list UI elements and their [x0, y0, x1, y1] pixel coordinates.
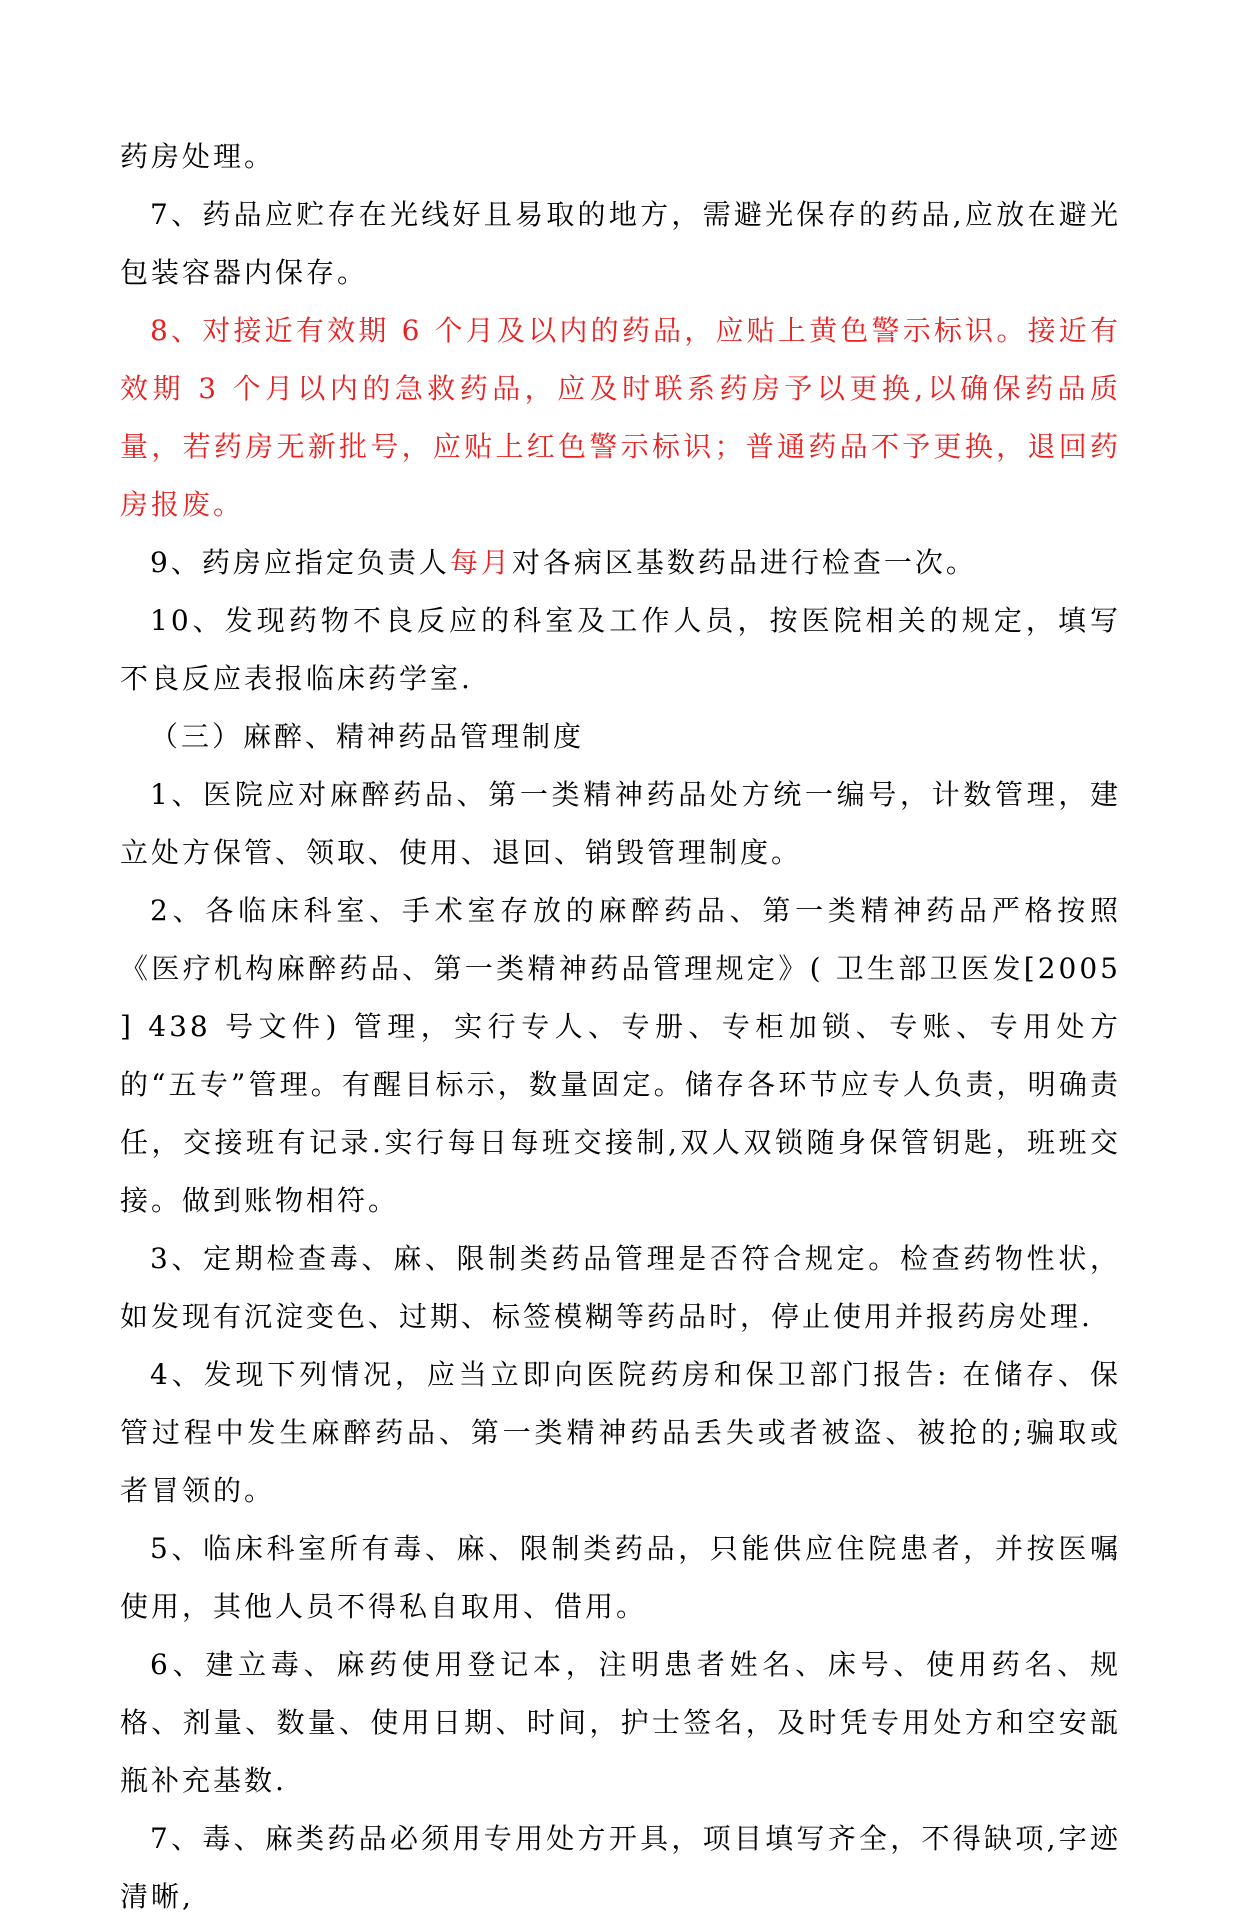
paragraph-expiry-warning: 8、对接近有效期 6 个月及以内的药品，应贴上黄色警示标识。接近有效期 3 个月以内的急救药品，应及时联系药房予以更换,以确保药品质量，若药房无新批号，应贴上红色警示标识；普通药品不予更换，退回药房报废。: [120, 314, 1121, 521]
paragraph-report-loss: 4、发现下列情况，应当立即向医院药房和保卫部门报告: 在储存、保管过程中发生麻醉药品、第一类精神药品丢失或者被盗、被抢的;骗取或者冒领的。: [120, 1358, 1121, 1507]
paragraph-adverse-reaction: 10、发现药物不良反应的科室及工作人员，按医院相关的规定，填写不良反应表报临床药学室.: [120, 604, 1121, 695]
paragraph-storage-light: 7、药品应贮存在光线好且易取的地方，需避光保存的药品,应放在避光包装容器内保存。: [120, 198, 1121, 289]
paragraph-continuation: 药房处理。: [120, 140, 276, 173]
paragraph-special-prescription: 7、毒、麻类药品必须用专用处方开具，项目填写齐全，不得缺项,字迹清晰,: [120, 1822, 1121, 1913]
paragraph-periodic-inspection: 3、定期检查毒、麻、限制类药品管理是否符合规定。检查药物性状，如发现有沉淀变色、过期、标签模糊等药品时，停止使用并报药房处理.: [120, 1242, 1121, 1333]
paragraph-five-special: 2、各临床科室、手术室存放的麻醉药品、第一类精神药品严格按照《医疗机构麻醉药品、第一类精神药品管理规定》( 卫生部卫医发[2005 ] 438 号文件) 管理，实行专人、专册、专柜加锁、专账、专用处方的“五专”管理。有醒目标示，数量固定。储存各环节应专人负责，明确责任，交接班有记录.实行每日每班交接制,双人双锁随身保管钥匙，班班交接。做到账物相符。: [120, 894, 1121, 1217]
paragraph-inpatient-only: 5、临床科室所有毒、麻、限制类药品，只能供应住院患者，并按医嘱使用，其他人员不得私自取用、借用。: [120, 1532, 1121, 1623]
paragraph-monthly-check: [120, 534, 1121, 592]
paragraph-prescription-numbering: 1、医院应对麻醉药品、第一类精神药品处方统一编号，计数管理，建立处方保管、领取、使用、退回、销毁管理制度。: [120, 778, 1121, 869]
text-segment: 对各病区基数药品进行检查一次。: [511, 546, 977, 579]
text-segment: 9、药房应指定负责人: [150, 546, 450, 579]
text-highlight-monthly: 每月: [449, 546, 512, 579]
paragraph-usage-register: 6、建立毒、麻药使用登记本，注明患者姓名、床号、使用药名、规格、剂量、数量、使用日期、时间，护士签名，及时凭专用处方和空安瓿瓶补充基数.: [120, 1648, 1121, 1797]
section-heading: （三）麻醉、精神药品管理制度: [150, 720, 585, 753]
